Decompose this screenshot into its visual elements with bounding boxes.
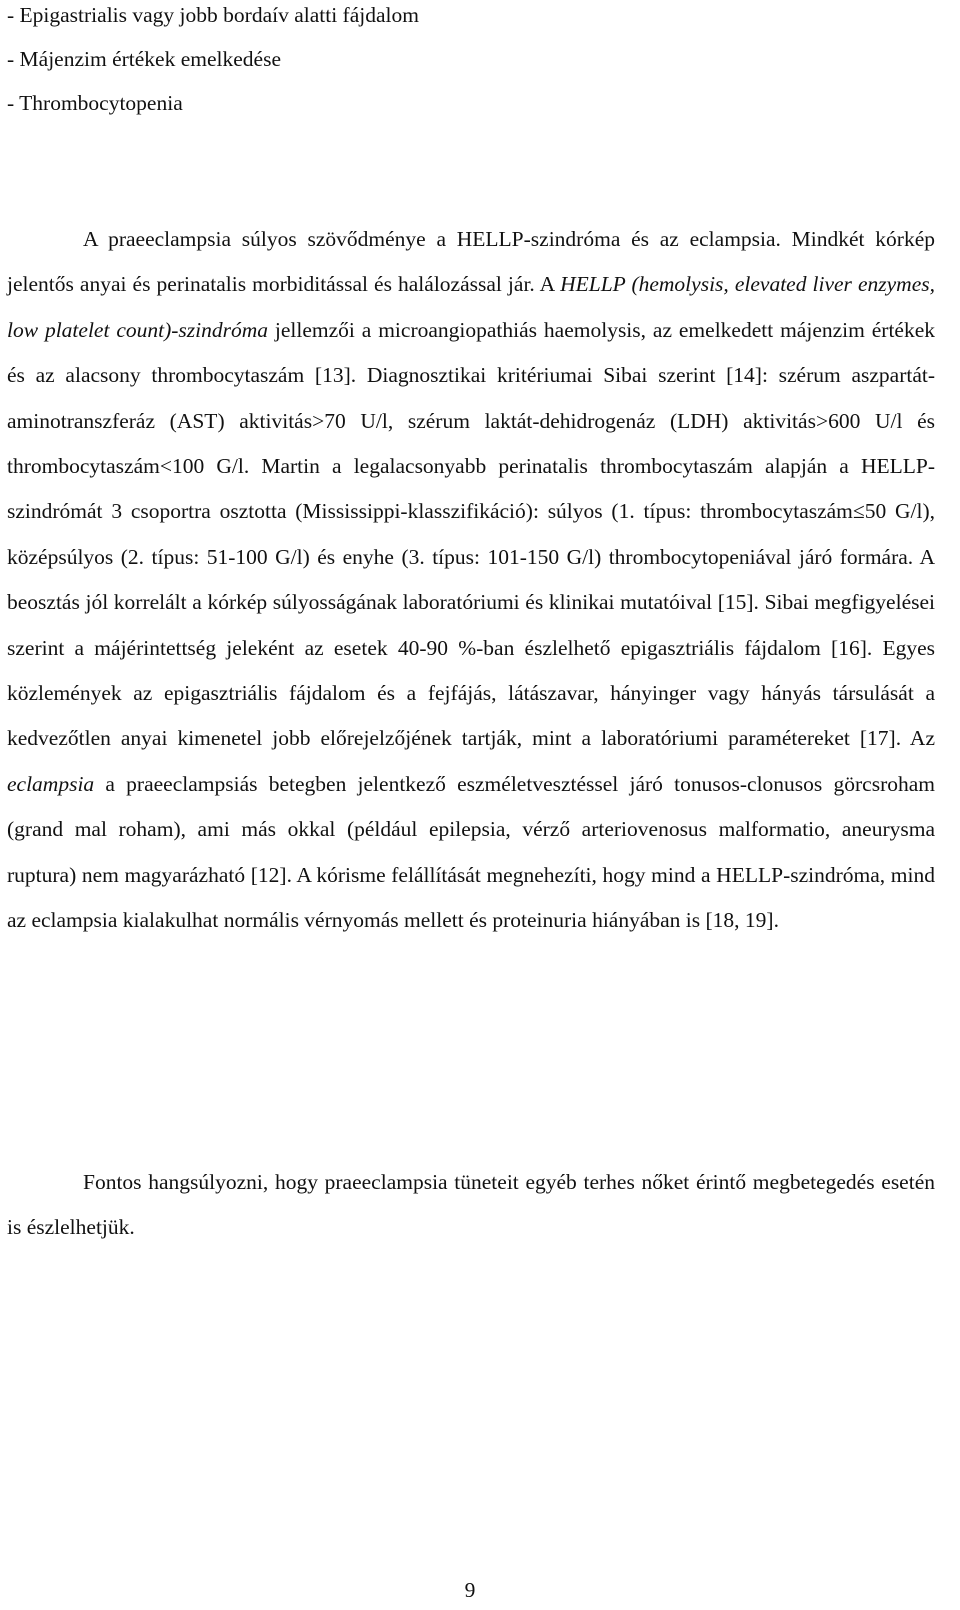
paragraph-text: A praeeclampsia súlyos szövődménye a HELLP-szindróma és az eclampsia. Mindkét kórkép jelentős anyai és perinatalis morbiditással és halálozással jár. A xyxy=(7,227,935,297)
paragraph-text: jellemzői a microangiopathiás haemolysis, az emelkedett májenzim értékek és az alacsony thrombocytaszám [13]. Diagnosztikai kritériumai Sibai szerint [14]: szérum aszpartát-aminotranszferáz (AST) aktivitás>70 U/l, szérum laktát-dehidrogenáz (LDH) aktivitás>600 U/l és thrombocytaszám<100 G/l. Martin a legalacsonyabb perinatalis thrombocytaszám alapján a HELLP-szindrómát 3 csoportra osztotta (Mississippi-klasszifikáció): súlyos (1. típus: thrombocytaszám≤50 G/l), középsúlyos (2. típus: 51-100 G/l) és enyhe (3. típus: 101-150 G/l) thrombocytopeniával járó formára. A beosztás jól korrelált a kórkép súlyosságának laboratóriumi és klinikai mutatóival [15]. Sibai megfigyelései szerint a májérintettség jeleként az esetek 40-90 %-ban észlelhető epigasztriális fájdalom [16]. Egyes közlemények az epigasztriális fájdalom és a fejfájás, látászavar, hányinger vagy hányás társulását a kedvezőtlen anyai kimenetel jobb előrejelzőjének tartják, mint a laboratóriumi paramétereket [17]. Az xyxy=(7,317,936,751)
body-paragraph-closing: Fontos hangsúlyozni, hogy praeeclampsia tüneteit egyéb terhes nőket érintő megbetegedés esetén is észlelhetjük. xyxy=(7,1170,935,1240)
paragraph-italic-term: HELLP (hemolysis, elevated liver enzymes, low platelet count)-szindróma xyxy=(7,272,935,342)
paragraph-italic-term: eclampsia xyxy=(7,771,95,796)
paragraph-text: a praeeclampsiás betegben jelentkező eszméletvesztéssel járó tonusos-clonusos görcsroham (grand mal roham), ami más okkal (például epilepsia, vérző arteriovenosus malformatio, aneurysma ruptura) nem magyarázható [12]. A kórisme felállítását megnehezíti, hogy mind a HELLP-szindróma, mind az eclampsia kialakulhat normális vérnyomás mellett és proteinuria hiányában is [18, 19]. xyxy=(7,771,935,933)
list-item: - Májenzim értékek emelkedése xyxy=(7,47,281,71)
list-item: - Epigastrialis vagy jobb bordaív alatti fájdalom xyxy=(7,3,419,27)
body-paragraph-hellp-eclampsia xyxy=(7,217,935,944)
list-item: - Thrombocytopenia xyxy=(7,91,183,115)
page-number: 9 xyxy=(464,1578,476,1602)
symptom-list xyxy=(7,0,937,132)
